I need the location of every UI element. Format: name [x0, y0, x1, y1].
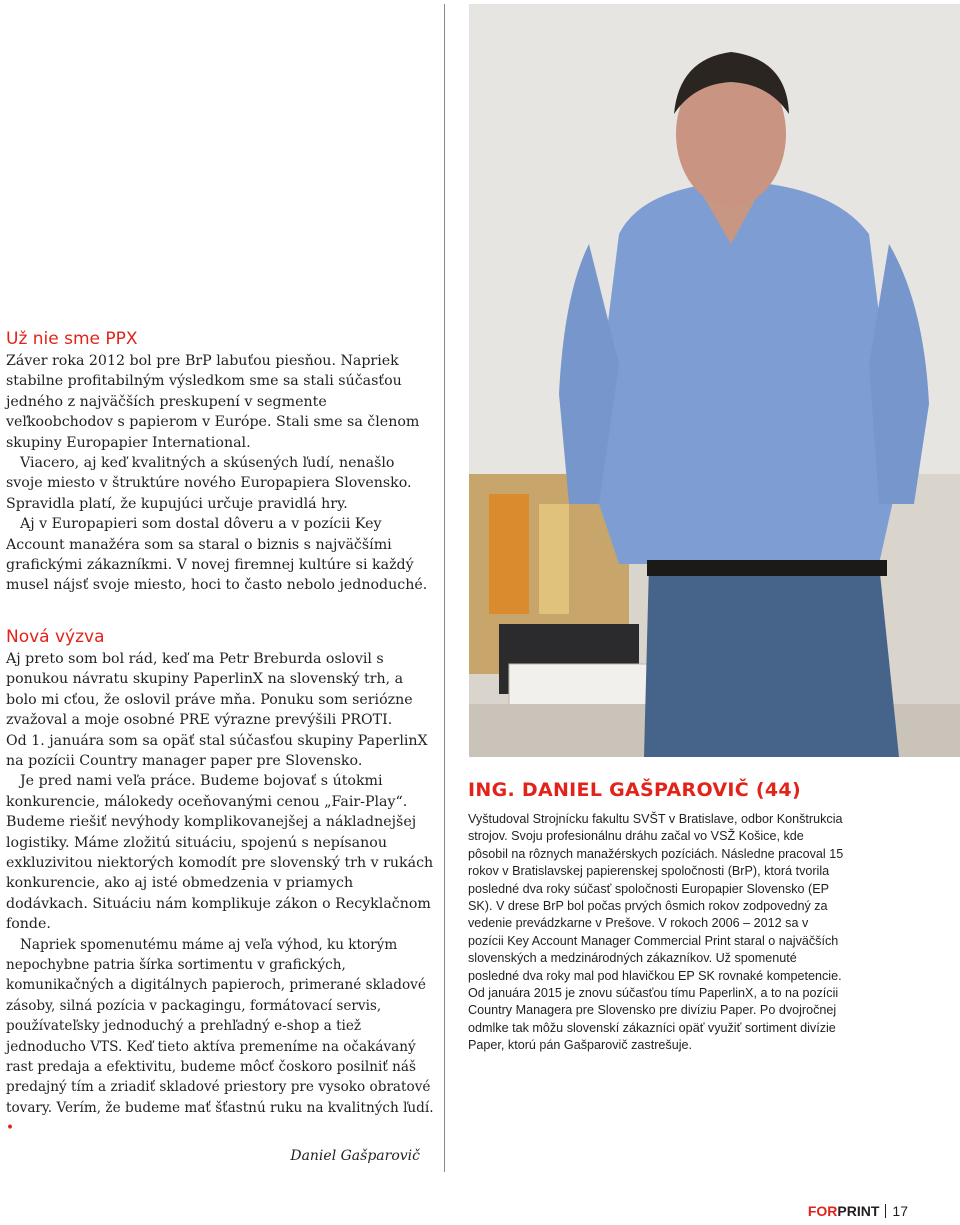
bio-text: Vyštudoval Strojnícku fakultu SVŠT v Bratislave, odbor Konštrukcia strojov. Svoju profesionálnu dráhu začal vo VSŽ Košice, kde pôsobil na rôznych manažérskych pozíciách. Následne pracoval 15 rokov v Bratislavskej papierenskej spoločnosti (BrP), ktorá tvorila posledné dva roky súčasť spoločnosti Europapier Slovensko (EP SK). V drese BrP bol počas prvých ôsmich rokov zodpovedný za vedenie prevádzkarne v Prešove. V rokoch 2006 – 2012 sa v pozícii Key Account Manager Commercial Print staral o najväčších slovenských a medzinárodných zákazníkov. Už spomenuté posledné dva roky mal pod hlavičkou EP SK rovnaké kompetencie. Od januára 2015 je znovu súčasťou tímu PaperlinX, a to na pozícii Country Managera pre Slovensko pre divíziu Paper. Po dvojročnej odmlke tak môžu slovenskí zákazníci opäť využiť sortiment divízie Paper, ktorú pán Gašparovič zastrešuje. [468, 812, 844, 1053]
paragraph: Aj preto som bol rád, keď ma Petr Breburda oslovil s ponukou návratu skupiny PaperlinX na slovenský trh, a bolo mi cťou, že oslovil práve mňa. Ponuku som seriózne zvažoval a moje osobné PRE výrazne prevýšili PROTI. [6, 650, 413, 729]
footer-separator [885, 1204, 886, 1218]
brand-for: FOR [807, 1203, 838, 1219]
author-bio [468, 777, 846, 1055]
paragraph: Je pred nami veľa práce. Budeme bojovať s útokmi konkurencie, málokedy oceňovanými cenou „Fair-Play“. Budeme riešiť nevýhody komplikovanejšej a nákladnejšej logistiky. Máme zložitú situáciu, spojenú s nepísanou exkluzivitou niektorých komodít pre slovenský trh v rukách konkurencie, ako aj isté obmedzenia v priamych dodávkach. Situáciu nám komplikuje zákon o Recyklačnom fonde. [6, 773, 434, 933]
paragraph: Viacero, aj keď kvalitných a skúsených ľudí, nenašlo svoje miesto v štruktúre nového Europapiera Slovensko. Spravidla platí, že kupujúci určuje pravidlá hry. [6, 455, 412, 512]
portrait-photo-icon [469, 4, 960, 757]
page-number: 17 [892, 1203, 908, 1219]
paragraph: Od 1. januára som sa opäť stal súčasťou skupiny PaperlinX na pozícii Country manager paper pre Slovensko. [6, 732, 428, 769]
paragraph: Záver roka 2012 bol pre BrP labuťou piesňou. Napriek stabilne profitabilným výsledkom sme sa stali súčasťou jedného z najväčších preskupení v segmente veľkoobchodov s papierom v Európe. Stali sme sa členom skupiny Europapier International. [6, 353, 420, 451]
paragraph: Aj v Europapieri som dostal dôveru a v pozícii Key Account manažéra som sa staral o biznis s najväčšími grafickými zákazníkmi. V novej firemnej kultúre si každý musel nájsť svoje miesto, hoci to často nebolo jednoduché. [6, 516, 428, 594]
bio-name: ING. DANIEL GAŠPAROVIČ (44) [468, 779, 801, 801]
paragraph [6, 935, 434, 1139]
page-footer [808, 1203, 908, 1219]
brand-print: PRINT [837, 1203, 880, 1219]
section-heading-nova-vyzva: Nová výzva [6, 626, 105, 647]
portrait-photo [469, 4, 960, 757]
column-divider [444, 4, 445, 1172]
article-body [6, 328, 434, 1139]
section-heading-ppx: Už nie sme PPX [6, 329, 138, 349]
paragraph-text: Napriek spomenutému máme aj veľa výhod, ku ktorým nepochybne patria šírka sortimentu v grafických, komunikačných a digitálnych papieroch, primerané skladové zásoby, silná pozícia v packagingu, formátovací servis, používateľsky jednoduchý a prehľadný e-shop a tiež jednoducho VTS. Keď tieto aktíva premeníme na očakávaný rast predaja a efektivitu, budeme môcť čoskoro posilniť náš predajný tím a zriadiť skladové priestory pre vysoko obratové tovary. Verím, že budeme mať šťastnú ruku na kvalitných ľudí. [6, 936, 434, 1116]
end-mark: • [6, 1120, 15, 1137]
author-signature: Daniel Gašparovič [290, 1148, 420, 1164]
